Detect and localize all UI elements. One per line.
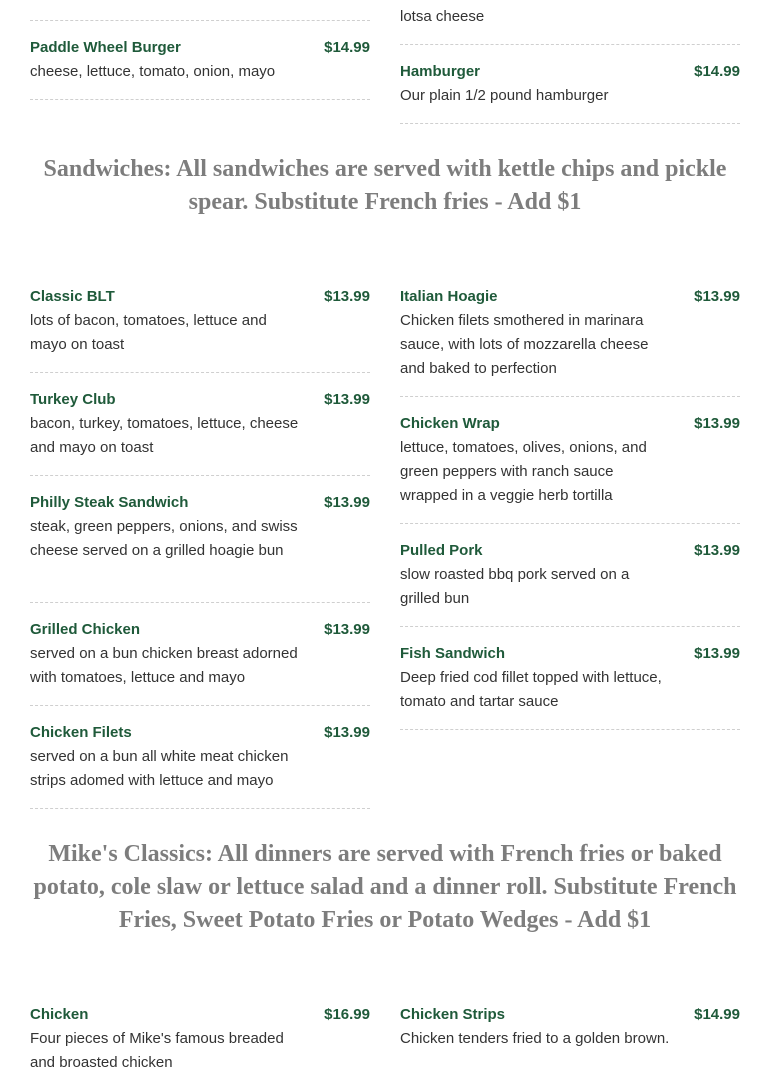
item-price: $14.99 — [694, 1006, 740, 1023]
item-price: $13.99 — [324, 288, 370, 305]
item-name: Philly Steak Sandwich — [30, 494, 189, 511]
item-name: Turkey Club — [30, 391, 116, 408]
item-description: Chicken tenders fried to a golden brown. — [400, 1030, 670, 1047]
menu-item — [400, 1003, 740, 1082]
item-name: Italian Hoagie — [400, 288, 498, 305]
item-name: Pulled Pork — [400, 542, 483, 559]
item-description: Our plain 1/2 pound hamburger — [400, 87, 609, 104]
section-title-classics: Mike's Classics: All dinners are served with French fries or baked potato, cole slaw or lettuce salad and a dinner roll. Substitute French Fries, Sweet Potato Fries or Potato Wedges - Add $1 — [33, 841, 737, 933]
menu-item — [400, 412, 740, 524]
item-name: Classic BLT — [30, 288, 115, 305]
item-description: cheese, lettuce, tomato, onion, mayo — [30, 63, 276, 80]
item-description: Chicken filets smothered in marinara sauce, with lots of mozzarella cheese and baked to perfection — [400, 312, 649, 377]
item-name: Grilled Chicken — [30, 621, 141, 638]
menu-item — [30, 618, 370, 706]
item-description: lettuce, tomatoes, olives, onions, and green peppers with ranch sauce wrapped in a veggie herb tortilla — [400, 439, 647, 504]
item-name: Chicken Wrap — [400, 415, 500, 432]
item-price: $13.99 — [324, 724, 370, 741]
item-name: Paddle Wheel Burger — [30, 39, 181, 56]
item-description: served on a bun chicken breast adorned with tomatoes, lettuce and mayo — [30, 645, 298, 686]
item-description: Deep fried cod fillet topped with lettuce, tomato and tartar sauce — [400, 669, 662, 710]
menu-item — [30, 491, 370, 603]
item-description-tail: lotsa cheese — [400, 8, 485, 25]
menu-item-cut — [30, 0, 370, 21]
item-price: $13.99 — [694, 288, 740, 305]
menu-item — [30, 285, 370, 373]
menu-item — [30, 721, 370, 809]
item-price: $13.99 — [324, 391, 370, 408]
item-name: Chicken Strips — [400, 1006, 506, 1023]
item-name: Hamburger — [400, 63, 481, 80]
item-description: Four pieces of Mike's famous breaded and broasted chicken — [30, 1030, 284, 1071]
menu-item — [400, 642, 740, 730]
menu-item — [30, 388, 370, 476]
menu-item — [30, 1003, 370, 1082]
item-price: $14.99 — [324, 39, 370, 56]
item-description: lots of bacon, tomatoes, lettuce and mayo on toast — [30, 312, 267, 353]
menu-item — [30, 36, 370, 100]
item-price: $13.99 — [694, 415, 740, 432]
item-price: $13.99 — [324, 494, 370, 511]
item-description: steak, green peppers, onions, and swiss cheese served on a grilled hoagie bun — [30, 518, 298, 559]
item-description: bacon, turkey, tomatoes, lettuce, cheese and mayo on toast — [30, 415, 299, 456]
item-price: $13.99 — [324, 621, 370, 638]
item-price: $13.99 — [694, 645, 740, 662]
item-name: Chicken Filets — [30, 724, 132, 741]
menu-item — [400, 60, 740, 124]
item-name: Fish Sandwich — [400, 645, 506, 662]
menu-item — [400, 285, 740, 397]
item-description: slow roasted bbq pork served on a grilled bun — [400, 566, 630, 607]
item-description: served on a bun all white meat chicken strips adomed with lettuce and mayo — [30, 748, 289, 789]
item-name: Chicken — [30, 1006, 89, 1023]
item-price: $13.99 — [694, 542, 740, 559]
item-price: $16.99 — [324, 1006, 370, 1023]
menu-item — [400, 539, 740, 627]
section-title-sandwiches: Sandwiches: All sandwiches are served with kettle chips and pickle spear. Substitute French fries - Add $1 — [43, 156, 727, 215]
menu-item-cut — [400, 0, 740, 45]
item-price: $14.99 — [694, 63, 740, 80]
